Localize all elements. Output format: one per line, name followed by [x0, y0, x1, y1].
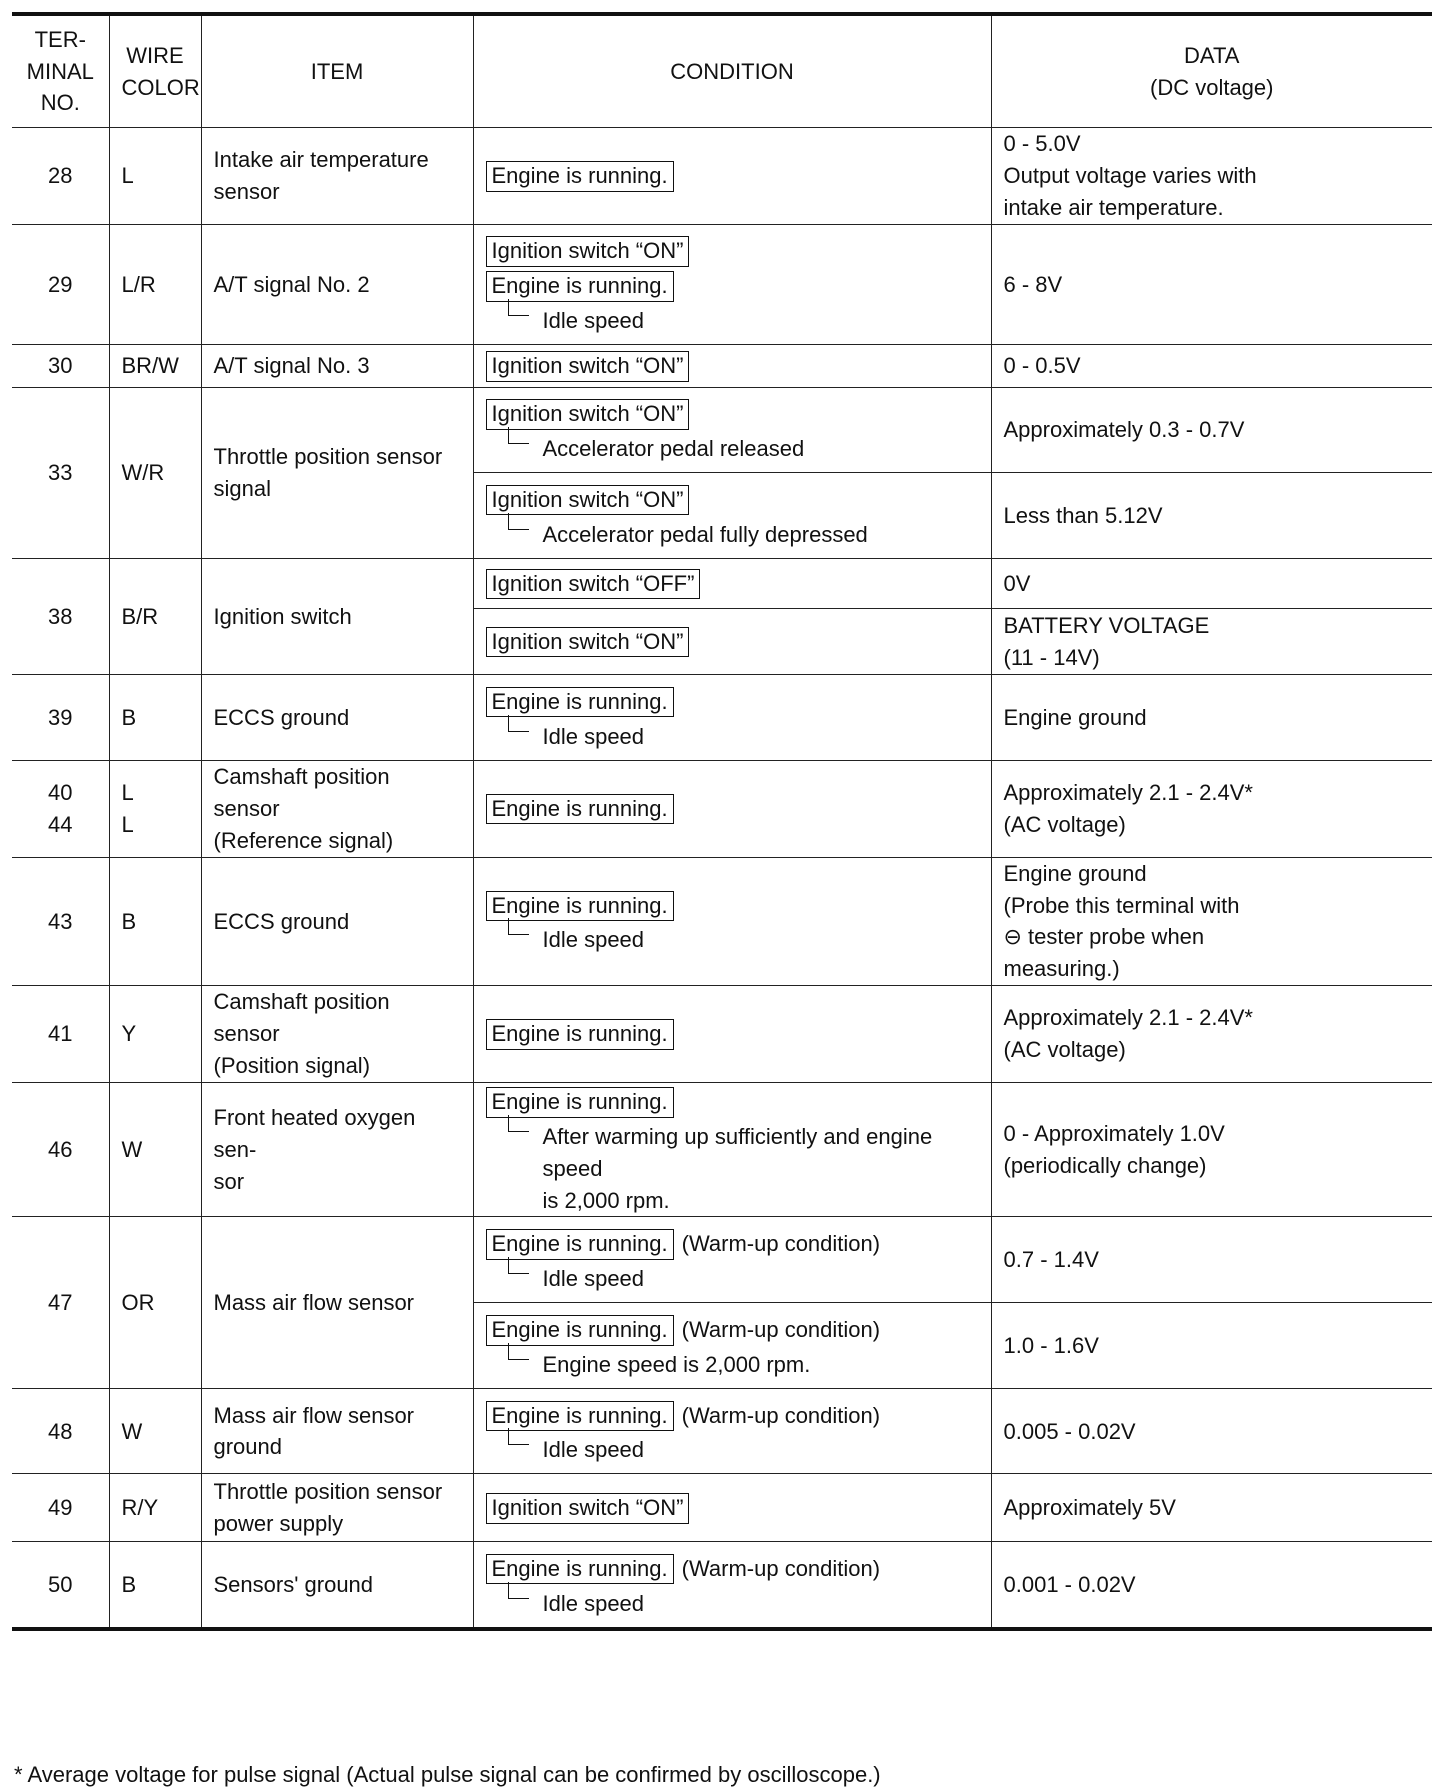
condition-cell — [473, 388, 991, 473]
condition-line — [486, 568, 979, 600]
data-value: Approximately 5V — [991, 1474, 1432, 1542]
item-name: Intake air temperature sensor — [201, 128, 473, 225]
condition-line — [486, 1018, 979, 1050]
condition-cell — [473, 128, 991, 225]
condition-box: Engine is running. — [486, 1401, 674, 1432]
condition-note: (Warm-up condition) — [681, 1402, 881, 1428]
table-body — [12, 128, 1432, 1629]
table-row — [12, 559, 1432, 609]
terminal-no: 29 — [12, 225, 109, 345]
condition-box: Ignition switch “OFF” — [486, 569, 701, 600]
terminal-no: 39 — [12, 675, 109, 761]
data-value: 0.005 - 0.02V — [991, 1389, 1432, 1474]
condition-box: Ignition switch “ON” — [486, 351, 690, 382]
condition-cell — [473, 857, 991, 986]
table-row — [12, 1217, 1432, 1303]
wire-color: B — [109, 857, 201, 986]
item-name: Mass air flow sensor ground — [201, 1389, 473, 1474]
data-value: Engine ground — [991, 675, 1432, 761]
data-value: 0 - 0.5V — [991, 345, 1432, 388]
condition-cell — [473, 1082, 991, 1217]
wire-color: W — [109, 1082, 201, 1217]
header-wire-color: WIRE COLOR — [109, 14, 201, 128]
condition-sub-text: After warming up sufficiently and engine speed is 2,000 rpm. — [542, 1123, 933, 1213]
condition-box: Engine is running. — [486, 891, 674, 922]
condition-line — [486, 1086, 979, 1118]
condition-sub-text: Accelerator pedal released — [542, 436, 805, 461]
branch-connector-icon — [508, 427, 529, 444]
branch-connector-icon — [508, 918, 529, 935]
data-value: 0.7 - 1.4V — [991, 1217, 1432, 1303]
table-row — [12, 1082, 1432, 1217]
table-header-row — [12, 14, 1432, 128]
condition-note: (Warm-up condition) — [681, 1555, 881, 1581]
condition-line — [486, 1400, 979, 1432]
terminal-no: 41 — [12, 986, 109, 1083]
wire-color: B — [109, 675, 201, 761]
condition-sub-text: Idle speed — [542, 927, 645, 953]
item-name: Mass air flow sensor — [201, 1217, 473, 1389]
data-value: Approximately 2.1 - 2.4V* (AC voltage) — [991, 986, 1432, 1083]
header-terminal-no: TER- MINAL NO. — [12, 14, 109, 128]
data-value: 0V — [991, 559, 1432, 609]
table-row — [12, 1474, 1432, 1542]
table-row — [12, 675, 1432, 761]
branch-connector-icon — [508, 715, 529, 732]
item-name: Sensors' ground — [201, 1542, 473, 1629]
condition-cell — [473, 559, 991, 609]
terminal-no: 28 — [12, 128, 109, 225]
ecm-terminal-table — [12, 12, 1432, 1631]
condition-line — [486, 160, 979, 192]
condition-sub — [508, 519, 979, 551]
header-item: ITEM — [201, 14, 473, 128]
condition-box: Engine is running. — [486, 794, 674, 825]
condition-line — [486, 1553, 979, 1585]
condition-box: Ignition switch “ON” — [486, 1493, 690, 1524]
item-name: Camshaft position sensor (Reference signal) — [201, 761, 473, 858]
data-value: 6 - 8V — [991, 225, 1432, 345]
condition-cell — [473, 609, 991, 675]
terminal-no: 38 — [12, 559, 109, 675]
wire-color: BR/W — [109, 345, 201, 388]
header-data: DATA (DC voltage) — [991, 14, 1432, 128]
data-value: BATTERY VOLTAGE (11 - 14V) — [991, 609, 1432, 675]
condition-note: (Warm-up condition) — [681, 1317, 881, 1343]
condition-line — [486, 793, 979, 825]
item-name: Throttle position sensor power supply — [201, 1474, 473, 1542]
wire-color: B — [109, 1542, 201, 1629]
condition-line — [486, 398, 979, 430]
condition-cell — [473, 1389, 991, 1474]
header-condition: CONDITION — [473, 14, 991, 128]
terminal-no: 43 — [12, 857, 109, 986]
condition-cell — [473, 1217, 991, 1303]
footnote: * Average voltage for pulse signal (Actual pulse signal can be confirmed by oscilloscope.) — [14, 1762, 881, 1787]
data-value: Engine ground (Probe this terminal with ⊖ tester probe when measuring.) — [991, 857, 1432, 986]
condition-sub — [508, 1349, 979, 1381]
condition-note: (Warm-up condition) — [681, 1231, 881, 1257]
condition-box: Engine is running. — [486, 1554, 674, 1585]
table-row — [12, 128, 1432, 225]
table-row — [12, 857, 1432, 986]
condition-cell — [473, 345, 991, 388]
terminal-no: 47 — [12, 1217, 109, 1389]
condition-cell — [473, 1542, 991, 1629]
terminal-no: 46 — [12, 1082, 109, 1217]
condition-sub — [508, 433, 979, 465]
condition-sub — [508, 1263, 979, 1295]
condition-sub — [508, 1588, 979, 1620]
table-row — [12, 388, 1432, 473]
branch-connector-icon — [508, 513, 529, 530]
data-value: 0 - 5.0V Output voltage varies with intake air temperature. — [991, 128, 1432, 225]
condition-cell — [473, 1303, 991, 1389]
condition-cell — [473, 761, 991, 858]
condition-line — [486, 686, 979, 718]
condition-box: Engine is running. — [486, 1229, 674, 1260]
condition-sub — [508, 1434, 979, 1466]
condition-box: Engine is running. — [486, 271, 674, 302]
condition-sub — [508, 305, 979, 337]
table-row — [12, 1542, 1432, 1629]
condition-sub-text: Idle speed — [542, 1437, 645, 1463]
condition-box: Engine is running. — [486, 1315, 674, 1346]
wire-color: W — [109, 1389, 201, 1474]
condition-box: Ignition switch “ON” — [486, 236, 690, 267]
item-name: Throttle position sensor signal — [201, 388, 473, 559]
wire-color: OR — [109, 1217, 201, 1389]
branch-connector-icon — [508, 299, 529, 316]
terminal-no: 33 — [12, 388, 109, 559]
condition-line — [486, 235, 979, 267]
condition-cell — [473, 986, 991, 1083]
condition-line — [486, 484, 979, 516]
table-row — [12, 986, 1432, 1083]
wire-color: R/Y — [109, 1474, 201, 1542]
condition-line — [486, 350, 979, 382]
wire-color: Y — [109, 986, 201, 1083]
condition-sub-text: Idle speed — [542, 307, 645, 333]
branch-connector-icon — [508, 1115, 529, 1132]
item-name: Camshaft position sensor (Position signal) — [201, 986, 473, 1083]
condition-line — [486, 890, 979, 922]
condition-line — [486, 270, 979, 302]
condition-sub-text: Engine speed is 2,000 rpm. — [542, 1351, 811, 1377]
wire-color: W/R — [109, 388, 201, 559]
terminal-no: 40 44 — [12, 761, 109, 858]
condition-sub-text: Accelerator pedal fully depressed — [542, 521, 868, 547]
condition-sub — [508, 924, 979, 956]
terminal-no: 48 — [12, 1389, 109, 1474]
condition-sub-text: Idle speed — [542, 1590, 645, 1616]
condition-box: Ignition switch “ON” — [486, 627, 690, 658]
condition-cell — [473, 225, 991, 345]
branch-connector-icon — [508, 1257, 529, 1274]
condition-cell — [473, 473, 991, 559]
data-value: 1.0 - 1.6V — [991, 1303, 1432, 1389]
condition-sub — [508, 721, 979, 753]
branch-connector-icon — [508, 1582, 529, 1599]
item-name: Front heated oxygen sen- sor — [201, 1082, 473, 1217]
item-name: ECCS ground — [201, 857, 473, 986]
condition-sub-text: Idle speed — [542, 1265, 645, 1291]
wire-color: B/R — [109, 559, 201, 675]
condition-line — [486, 1314, 979, 1346]
data-value: Approximately 2.1 - 2.4V* (AC voltage) — [991, 761, 1432, 858]
branch-connector-icon — [508, 1428, 529, 1445]
condition-cell — [473, 675, 991, 761]
wire-color: L L — [109, 761, 201, 858]
condition-sub-text: Idle speed — [542, 723, 645, 749]
data-value: Less than 5.12V — [991, 473, 1432, 559]
condition-line — [486, 1228, 979, 1260]
condition-box: Ignition switch “ON” — [486, 399, 690, 430]
table-row — [12, 761, 1432, 858]
terminal-no: 30 — [12, 345, 109, 388]
condition-box: Engine is running. — [486, 161, 674, 192]
item-name: A/T signal No. 2 — [201, 225, 473, 345]
item-name: A/T signal No. 3 — [201, 345, 473, 388]
wire-color: L — [109, 128, 201, 225]
terminal-no: 50 — [12, 1542, 109, 1629]
item-name: ECCS ground — [201, 675, 473, 761]
table-row — [12, 345, 1432, 388]
condition-line — [486, 1492, 979, 1524]
condition-cell — [473, 1474, 991, 1542]
table-row — [12, 1389, 1432, 1474]
data-value: Approximately 0.3 - 0.7V — [991, 388, 1432, 473]
branch-connector-icon — [508, 1343, 529, 1360]
condition-box: Ignition switch “ON” — [486, 485, 690, 516]
item-name: Ignition switch — [201, 559, 473, 675]
terminal-no: 49 — [12, 1474, 109, 1542]
condition-box: Engine is running. — [486, 687, 674, 718]
condition-line — [486, 626, 979, 658]
condition-box: Engine is running. — [486, 1019, 674, 1050]
table-row — [12, 225, 1432, 345]
wire-color: L/R — [109, 225, 201, 345]
data-value: 0 - Approximately 1.0V (periodically change) — [991, 1082, 1432, 1217]
data-value: 0.001 - 0.02V — [991, 1542, 1432, 1629]
condition-sub — [508, 1121, 979, 1217]
condition-box: Engine is running. — [486, 1087, 674, 1118]
